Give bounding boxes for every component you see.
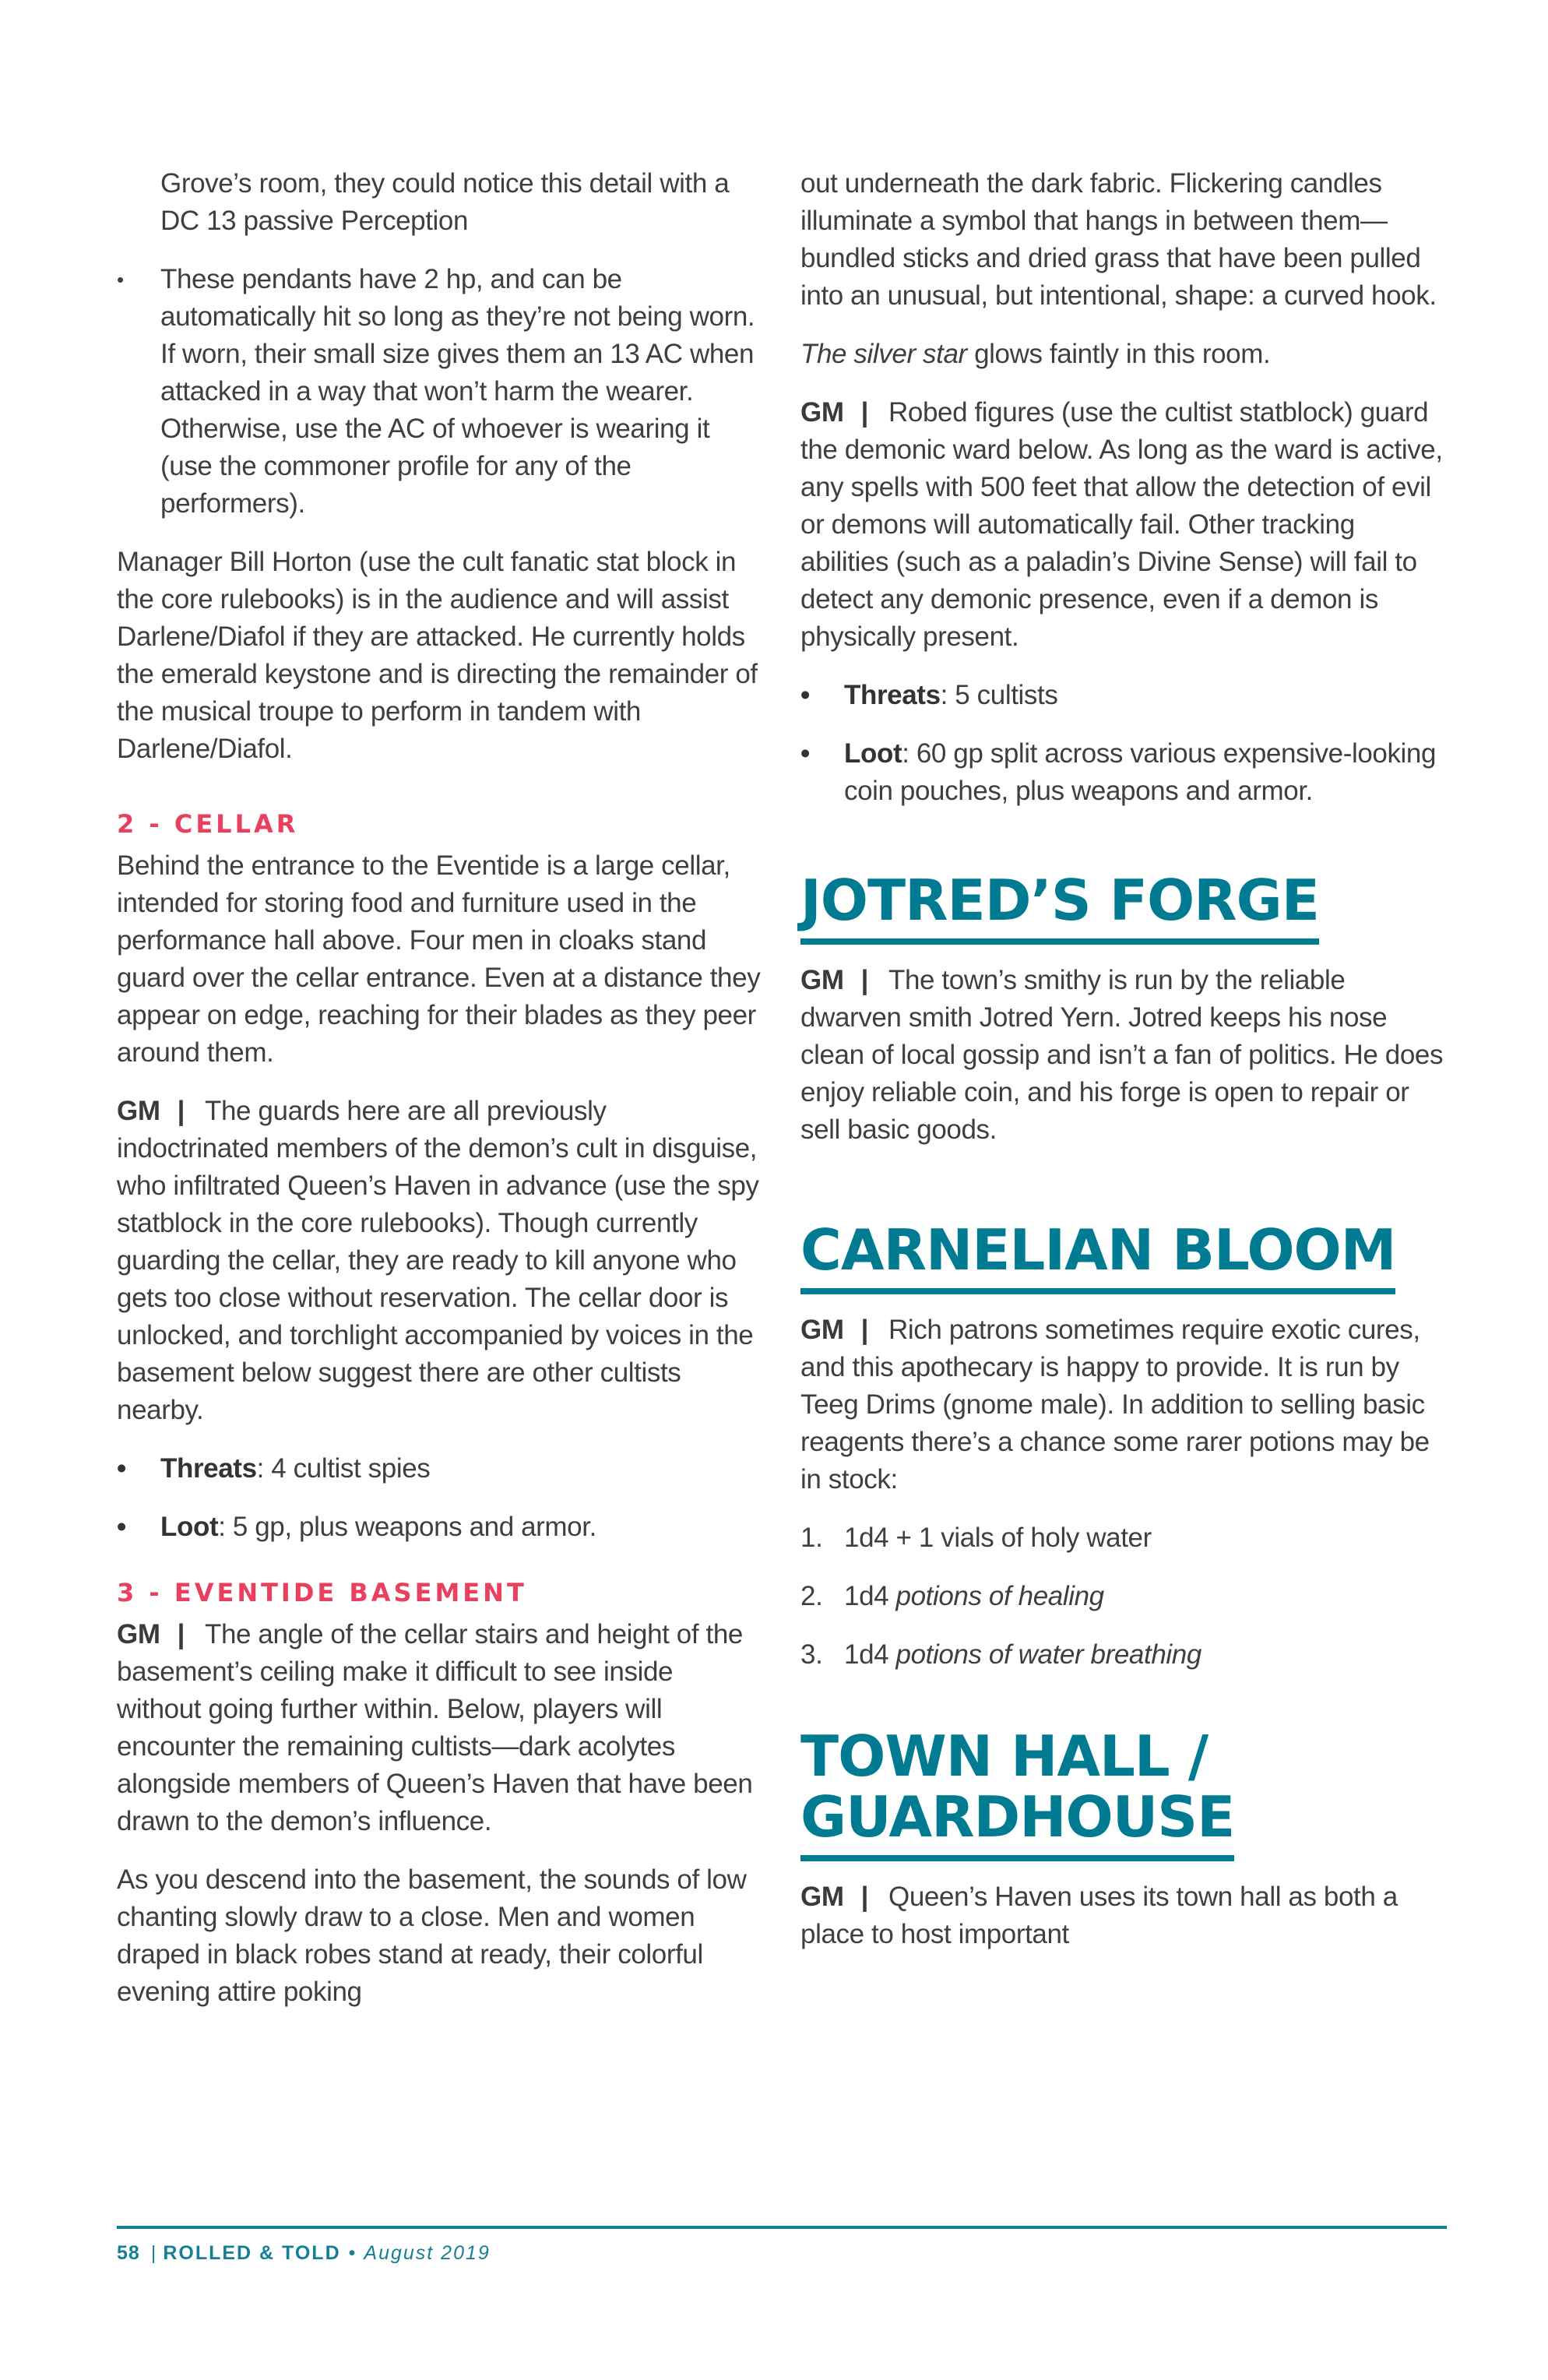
bloom-gm-note <box>800 1311 1447 1498</box>
loot-value: : 60 gp split across various expensive-looking coin pouches, plus weapons and armor. <box>844 738 1437 806</box>
list-number: 3. <box>800 1639 823 1670</box>
pendant-bullet-list <box>117 165 763 523</box>
bullet-icon: • <box>117 1453 126 1484</box>
loot-label: Loot <box>160 1512 219 1542</box>
gm-divider: | <box>860 397 868 428</box>
heading-line-2: GUARDHOUSE <box>800 1784 1235 1850</box>
silver-star-rest: glows faintly in this room. <box>966 339 1271 369</box>
forge-heading-block <box>800 870 1319 945</box>
gm-label: GM <box>800 1315 844 1345</box>
pendant-bullet-text: These pendants have 2 hp, and can be automatically hit so long as they’re not being worn. If worn, their small size gives them an 13 AC when attacked in a way that won’t harm the wearer. Otherwise, use the AC of whoever is wearing it (use the commoner profile for any of the performers). <box>160 264 755 519</box>
loot-value: : 5 gp, plus weapons and armor. <box>218 1512 596 1542</box>
descend-paragraph: As you descend into the basement, the sounds of low chanting slowly draw to a close. Men and women draped in black robes stand at ready, their colorful evening attire poking <box>117 1864 747 2007</box>
gm-divider: | <box>860 1882 868 1912</box>
item-text: 1d4 <box>844 1581 896 1611</box>
section-heading-cellar: 2 - CELLAR <box>117 809 299 839</box>
gm-label: GM <box>800 1882 844 1912</box>
threats-value: : 5 cultists <box>940 680 1058 710</box>
ward-gm-note <box>800 394 1447 656</box>
gm-divider: | <box>860 965 868 995</box>
list-number: 1. <box>800 1523 823 1553</box>
threats-value: : 4 cultist spies <box>256 1453 431 1484</box>
silver-star-paragraph <box>800 336 1447 373</box>
section-heading-townhall <box>800 1723 1235 1850</box>
item-text: 1d4 <box>844 1639 896 1670</box>
list-item-loot <box>800 735 1447 810</box>
list-item <box>800 1578 1447 1615</box>
gm-text: Robed figures (use the cultist statblock) guard the demonic ward below. As long as the ward is active, any spells with 500 feet that allow the detection of evil or demons will automatically fail. Other tracking abilities (such as a paladin’s Divine Sense) will fail to detect any demonic presence, even if a demon is physically present. <box>800 397 1443 652</box>
bullet-icon: • <box>800 738 810 769</box>
continued-bullet-text: Grove’s room, they could notice this detail with a DC 13 passive Perception <box>160 168 730 236</box>
gm-divider: | <box>177 1096 185 1126</box>
silver-star-item: The silver star <box>800 339 967 369</box>
item-italic: potions of water breathing <box>895 1639 1201 1670</box>
bullet-icon: • <box>800 680 810 710</box>
item-italic: potions of healing <box>895 1581 1104 1611</box>
townhall-gm-note <box>800 1878 1447 1953</box>
cellar-stats-list <box>117 1450 763 1546</box>
section-heading-forge: JOTRED’S FORGE <box>800 868 1319 933</box>
gm-label: GM <box>117 1096 160 1126</box>
page-footer <box>117 2240 491 2266</box>
gm-divider: | <box>860 1315 868 1345</box>
gm-divider: | <box>177 1619 185 1649</box>
left-column <box>117 165 763 2032</box>
bullet-icon: • <box>117 268 124 291</box>
threats-label: Threats <box>844 680 941 710</box>
gm-label: GM <box>800 965 844 995</box>
bullet-separator: • <box>348 2242 357 2264</box>
loot-label: Loot <box>844 738 902 769</box>
bullet-icon: • <box>117 1512 126 1542</box>
footer-separator: | <box>150 2242 157 2264</box>
heading-line-1: TOWN HALL / <box>800 1723 1208 1789</box>
footer-divider <box>117 2226 1447 2229</box>
cellar-gm-note <box>117 1093 763 1429</box>
gm-text: Queen’s Haven uses its town hall as both a place to host important <box>800 1882 1398 1949</box>
list-item <box>800 1636 1447 1674</box>
list-number: 2. <box>800 1581 823 1611</box>
gm-text: The guards here are all previously indoctrinated members of the demon’s cult in disguise, who infiltrated Queen’s Haven in advance (use the spy statblock in the core rulebooks). Though currently guarding the cellar, they are ready to kill anyone who gets too close without reservation. The cellar door is unlocked, and torchlight accompanied by voices in the basement below suggest there are other cultists nearby. <box>117 1096 759 1425</box>
townhall-heading-block <box>800 1723 1235 1861</box>
list-item <box>117 165 763 240</box>
right-column <box>800 165 1447 1974</box>
heading-underline <box>800 1288 1395 1294</box>
gm-text: The angle of the cellar stairs and height of the basement’s ceiling make it difficult to see inside without going further within. Below, players will encounter the remaining cultists—dark acolytes alongside members of Queen’s Haven that have been drawn to the demon’s influence. <box>117 1619 753 1836</box>
forge-gm-note <box>800 962 1447 1149</box>
issue-date: August 2019 <box>364 2242 491 2264</box>
item-text: 1d4 + 1 vials of holy water <box>844 1523 1152 1553</box>
gm-text: Rich patrons sometimes require exotic cures, and this apothecary is happy to provide. It is run by Teeg Drims (gnome male). In addition to selling basic reagents there’s a chance some rarer potions may be in stock: <box>800 1315 1430 1495</box>
continued-paragraph: out underneath the dark fabric. Flickering candles illuminate a symbol that hangs in between them—bundled sticks and dried grass that have been pulled into an unusual, but intentional, shape: a curved hook. <box>800 168 1437 311</box>
list-item-loot <box>117 1509 763 1546</box>
manager-paragraph: Manager Bill Horton (use the cult fanatic stat block in the core rulebooks) is in the audience and will assist Darlene/Diafol if they are attacked. He currently holds the emerald keystone and is directing the remainder of the musical troupe to perform in tandem with Darlene/Diafol. <box>117 547 758 764</box>
gm-text: The town’s smithy is run by the reliable dwarven smith Jotred Yern. Jotred keeps his nose clean of local gossip and isn’t a fan of politics. He does enjoy reliable coin, and his forge is open to repair or sell basic goods. <box>800 965 1444 1145</box>
section-heading-bloom: CARNELIAN BLOOM <box>800 1217 1396 1283</box>
heading-underline <box>800 1855 1234 1861</box>
basement-gm-note <box>117 1616 763 1840</box>
potion-list <box>800 1519 1447 1674</box>
bloom-heading-block <box>800 1217 1396 1294</box>
list-item-threats <box>117 1450 763 1488</box>
list-item-threats <box>800 677 1447 714</box>
list-item <box>117 261 763 523</box>
cellar-intro: Behind the entrance to the Eventide is a large cellar, intended for storing food and furniture used in the performance hall above. Four men in cloaks stand guard over the cellar entrance. Even at a distance they appear on edge, reaching for their blades as they peer around them. <box>117 850 761 1068</box>
gm-label: GM <box>800 397 844 428</box>
publication-name: ROLLED & TOLD <box>163 2242 341 2264</box>
threats-label: Threats <box>160 1453 257 1484</box>
heading-underline <box>800 938 1319 945</box>
list-item <box>800 1519 1447 1557</box>
gm-label: GM <box>117 1619 160 1649</box>
basement-stats-list <box>800 677 1447 810</box>
section-heading-basement: 3 - EVENTIDE BASEMENT <box>117 1578 527 1607</box>
page-number: 58 <box>117 2242 140 2264</box>
